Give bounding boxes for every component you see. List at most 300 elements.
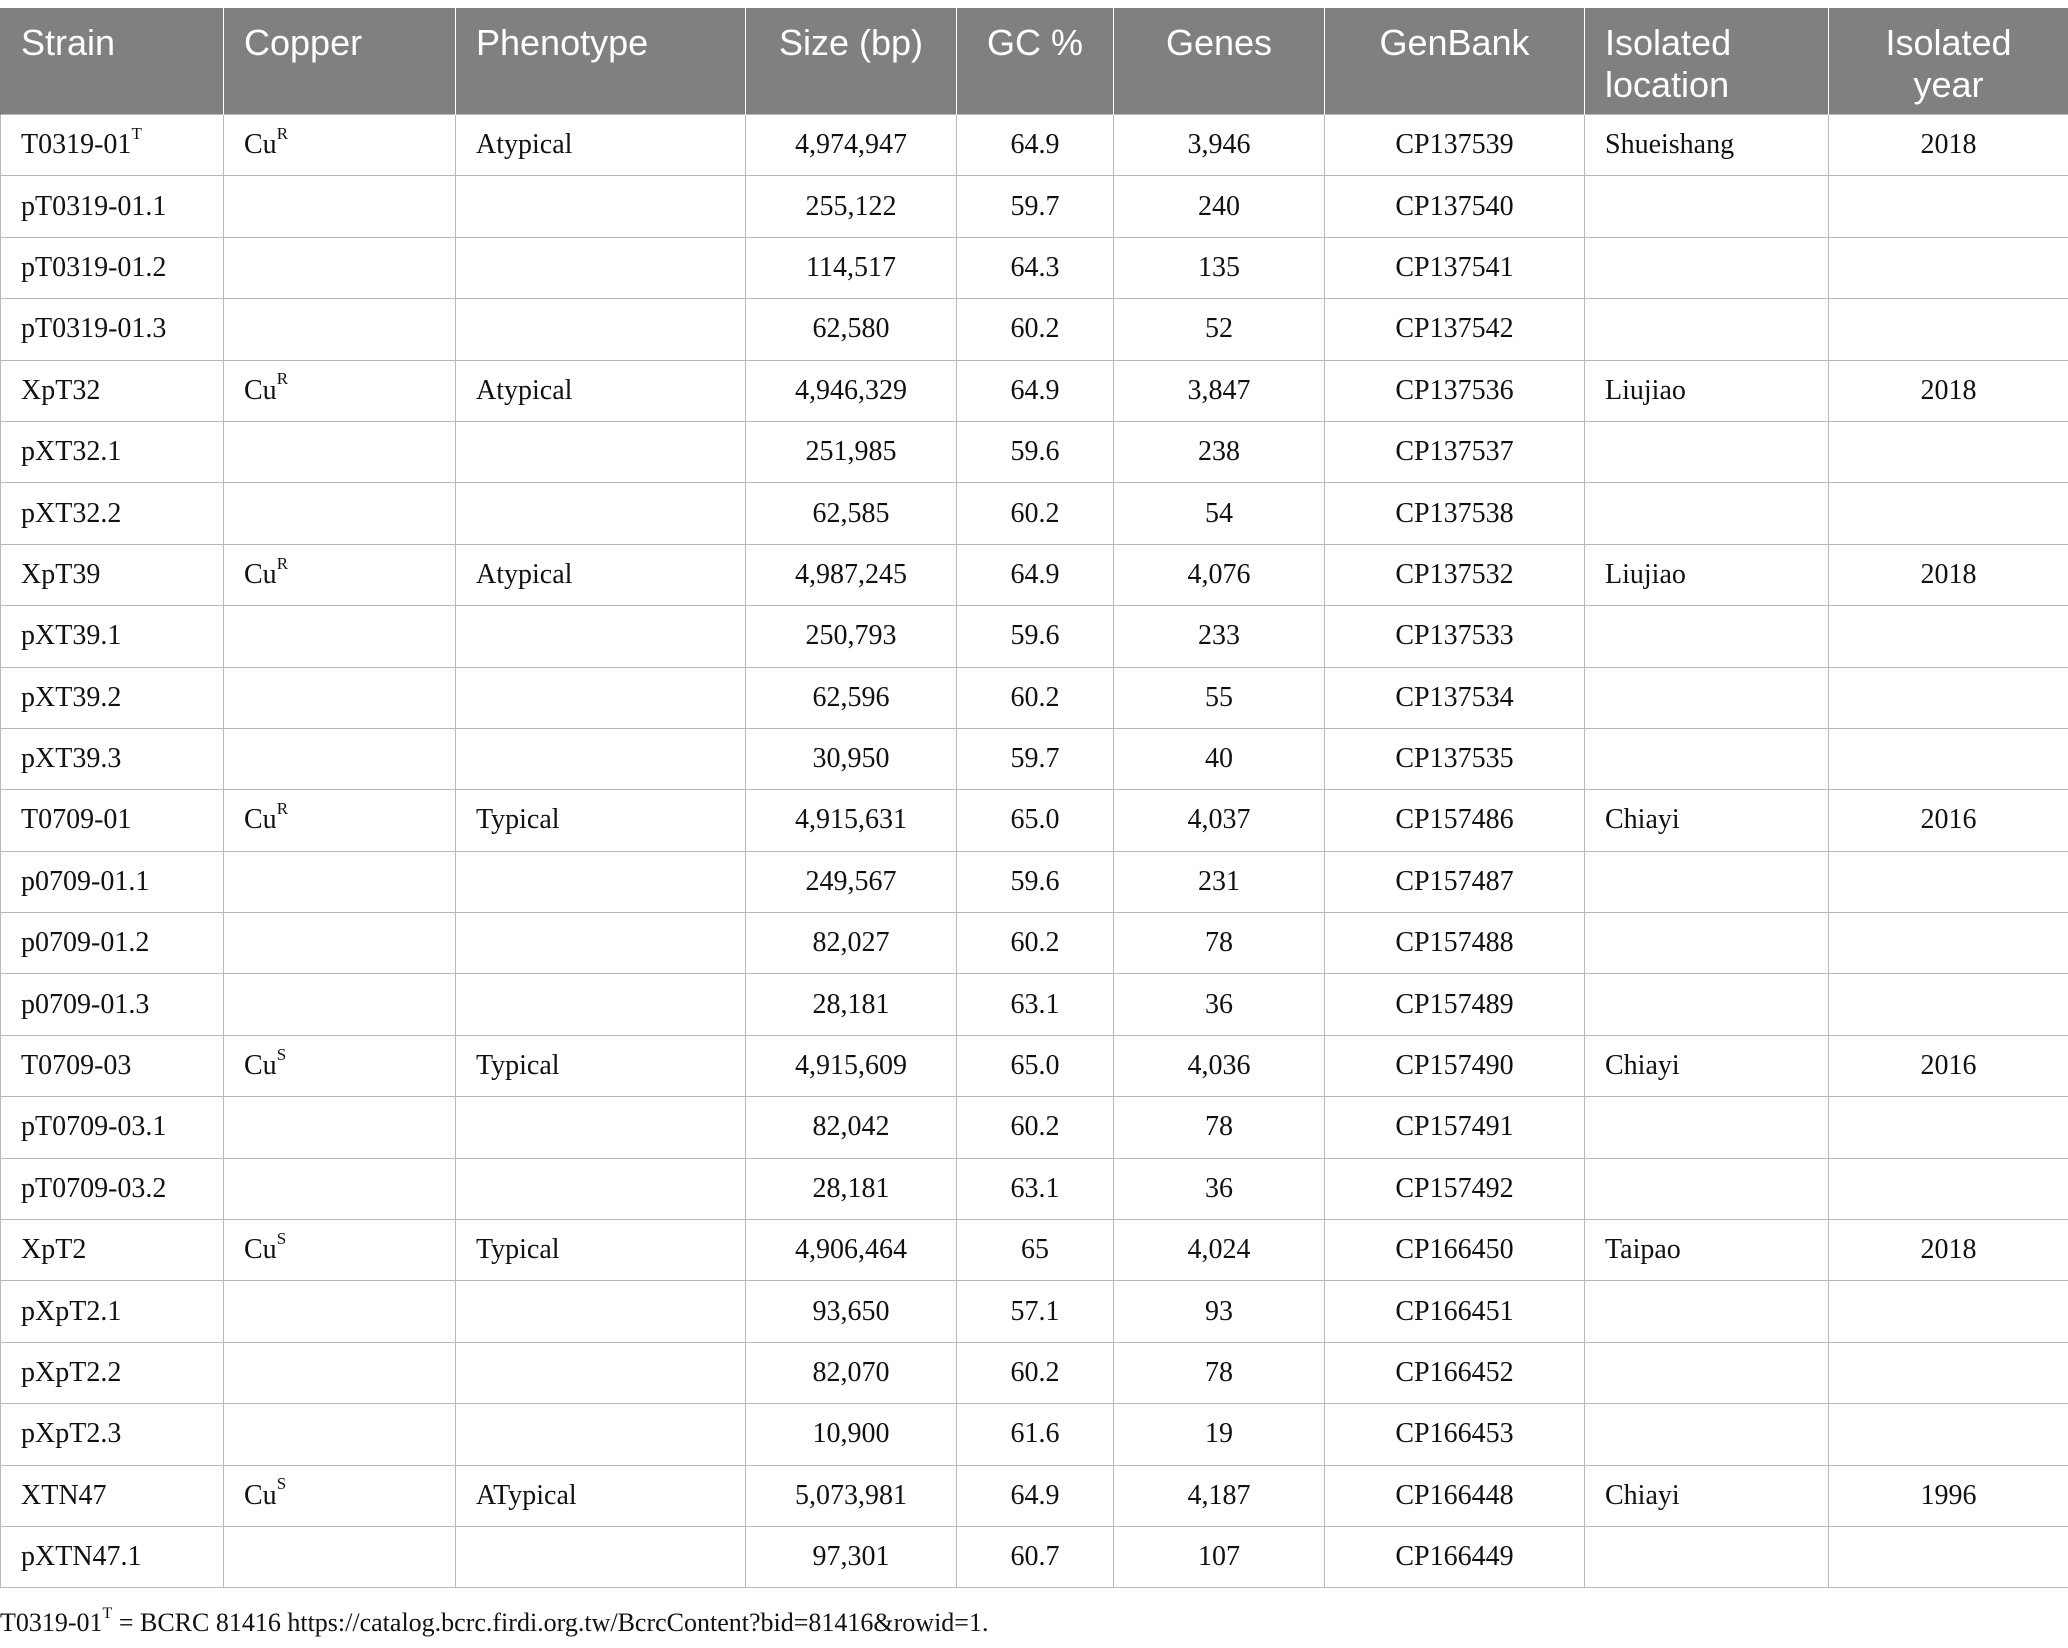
cell-isolated-location-text: Chiayi [1605, 804, 1680, 836]
cell-copper-text: Cu [244, 1479, 277, 1511]
cell-copper [224, 851, 456, 912]
cell-isolated-location [1585, 544, 1829, 605]
header-strain: Strain [1, 8, 224, 115]
cell-gc [957, 1526, 1114, 1587]
cell-genes [1114, 299, 1325, 360]
cell-strain-text: T0319-01 [21, 129, 132, 161]
cell-isolated-year [1829, 667, 2068, 728]
cell-size [746, 115, 957, 176]
cell-isolated-year [1829, 1465, 2068, 1526]
cell-strain-text: p0709-01.1 [21, 865, 150, 897]
cell-strain [1, 1404, 224, 1465]
cell-copper [224, 544, 456, 605]
cell-gc-text: 59.6 [1010, 865, 1060, 897]
cell-size-text: 114,517 [806, 251, 896, 283]
table-row [1, 606, 2068, 667]
cell-copper [224, 913, 456, 974]
table-row [1, 974, 2068, 1035]
cell-isolated-year-text: 2016 [1920, 804, 1977, 836]
header-genes: Genes [1114, 8, 1325, 115]
cell-phenotype [456, 115, 746, 176]
cell-genes [1114, 237, 1325, 298]
cell-copper-text: Cu [244, 1050, 277, 1082]
cell-gc [957, 1404, 1114, 1465]
cell-size [746, 667, 957, 728]
footnote-strain: T0319-01 [0, 1608, 103, 1637]
cell-genbank [1325, 1404, 1585, 1465]
cell-size [746, 606, 957, 667]
cell-isolated-location [1585, 1404, 1829, 1465]
table-body [1, 115, 2068, 1588]
table-row [1, 237, 2068, 298]
cell-genes-text: 36 [1205, 988, 1233, 1020]
table-row [1, 1158, 2068, 1219]
cell-gc-text: 64.9 [1010, 129, 1060, 161]
cell-isolated-year [1829, 237, 2068, 298]
cell-strain [1, 667, 224, 728]
cell-strain-text: XpT32 [21, 374, 101, 406]
cell-strain-text: pXT39.1 [21, 620, 122, 652]
table-row [1, 790, 2068, 851]
cell-isolated-year [1829, 728, 2068, 789]
cell-isolated-year [1829, 299, 2068, 360]
table-row [1, 1097, 2068, 1158]
cell-isolated-year [1829, 1526, 2068, 1587]
cell-gc-text: 64.3 [1010, 251, 1060, 283]
table-row [1, 1342, 2068, 1403]
table-row [1, 851, 2068, 912]
cell-genes-text: 231 [1198, 865, 1240, 897]
table-row [1, 913, 2068, 974]
cell-strain-text: T0709-03 [21, 1050, 132, 1082]
cell-gc-text: 57.1 [1010, 1295, 1060, 1327]
cell-size [746, 974, 957, 1035]
cell-genes [1114, 544, 1325, 605]
cell-genbank [1325, 299, 1585, 360]
cell-size [746, 299, 957, 360]
cell-size-text: 4,915,609 [795, 1050, 907, 1082]
cell-strain [1, 360, 224, 421]
cell-genbank-text: CP137533 [1395, 620, 1514, 652]
cell-genes [1114, 1158, 1325, 1219]
cell-size [746, 237, 957, 298]
cell-copper [224, 606, 456, 667]
cell-strain-text: pT0319-01.1 [21, 190, 167, 222]
cell-genes-text: 19 [1205, 1418, 1233, 1450]
cell-genbank [1325, 1465, 1585, 1526]
cell-size [746, 483, 957, 544]
cell-isolated-year [1829, 1404, 2068, 1465]
cell-gc [957, 913, 1114, 974]
cell-copper [224, 483, 456, 544]
cell-size-text: 250,793 [805, 620, 897, 652]
cell-genes-text: 3,847 [1187, 374, 1251, 406]
cell-genes-text: 4,076 [1187, 558, 1251, 590]
cell-strain-text: pT0709-03.2 [21, 1172, 167, 1204]
cell-isolated-year [1829, 851, 2068, 912]
cell-genbank-text: CP137534 [1395, 681, 1514, 713]
table-row [1, 544, 2068, 605]
cell-genbank-text: CP157488 [1395, 927, 1514, 959]
cell-strain-text: XTN47 [21, 1479, 107, 1511]
cell-size-text: 30,950 [812, 743, 890, 775]
cell-size-text: 62,596 [812, 681, 890, 713]
cell-size [746, 1342, 957, 1403]
cell-genbank-text: CP137537 [1395, 436, 1514, 468]
cell-size-text: 97,301 [812, 1541, 890, 1573]
cell-strain-text: pXT32.1 [21, 436, 122, 468]
cell-genbank-text: CP137541 [1395, 251, 1514, 283]
cell-isolated-year [1829, 913, 2068, 974]
cell-gc [957, 360, 1114, 421]
cell-gc-text: 64.9 [1010, 374, 1060, 406]
cell-gc-text: 60.2 [1010, 313, 1060, 345]
table-row [1, 728, 2068, 789]
cell-size-text: 5,073,981 [795, 1479, 907, 1511]
cell-genbank [1325, 176, 1585, 237]
cell-genes-text: 4,036 [1187, 1050, 1251, 1082]
table-footnote [0, 1605, 989, 1638]
header-gc: GC % [957, 8, 1114, 115]
cell-gc-text: 59.7 [1010, 190, 1060, 222]
cell-genbank-text: CP137535 [1395, 743, 1514, 775]
cell-copper [224, 299, 456, 360]
cell-phenotype [456, 237, 746, 298]
cell-gc-text: 60.2 [1010, 1111, 1060, 1143]
table-row [1, 115, 2068, 176]
cell-genbank [1325, 1526, 1585, 1587]
cell-isolated-year [1829, 483, 2068, 544]
cell-phenotype [456, 1465, 746, 1526]
cell-copper [224, 237, 456, 298]
cell-strain [1, 299, 224, 360]
cell-size-text: 62,585 [812, 497, 890, 529]
cell-isolated-year [1829, 1097, 2068, 1158]
cell-isolated-location [1585, 360, 1829, 421]
cell-genes-text: 55 [1205, 681, 1233, 713]
cell-gc [957, 1220, 1114, 1281]
cell-copper-text: Cu [244, 558, 277, 590]
cell-gc-text: 60.7 [1010, 1541, 1060, 1573]
cell-gc [957, 1158, 1114, 1219]
cell-isolated-location [1585, 1281, 1829, 1342]
cell-phenotype-text: ATypical [476, 1479, 577, 1511]
cell-gc-text: 64.9 [1010, 558, 1060, 590]
cell-size-text: 28,181 [812, 1172, 890, 1204]
cell-size-text: 82,042 [812, 1111, 890, 1143]
cell-isolated-location [1585, 115, 1829, 176]
cell-genes-text: 107 [1198, 1541, 1240, 1573]
cell-copper [224, 115, 456, 176]
cell-genbank [1325, 913, 1585, 974]
cell-isolated-location [1585, 1465, 1829, 1526]
cell-strain-text: pXTN47.1 [21, 1541, 142, 1573]
cell-genbank [1325, 974, 1585, 1035]
cell-genes [1114, 606, 1325, 667]
cell-gc [957, 115, 1114, 176]
cell-isolated-location-text: Shueishang [1605, 129, 1735, 161]
cell-phenotype [456, 299, 746, 360]
cell-strain [1, 483, 224, 544]
cell-size [746, 544, 957, 605]
table-row [1, 1526, 2068, 1587]
cell-gc [957, 1035, 1114, 1096]
cell-isolated-year [1829, 1281, 2068, 1342]
cell-isolated-location [1585, 1097, 1829, 1158]
cell-size-text: 28,181 [812, 988, 890, 1020]
cell-size [746, 1281, 957, 1342]
cell-genbank-text: CP157487 [1395, 865, 1514, 897]
cell-size-text: 251,985 [805, 436, 897, 468]
cell-isolated-location [1585, 913, 1829, 974]
cell-genes-text: 78 [1205, 927, 1233, 959]
cell-copper-text: Cu [244, 374, 277, 406]
cell-phenotype [456, 790, 746, 851]
table-row [1, 421, 2068, 482]
cell-size-text: 249,567 [805, 865, 897, 897]
cell-genbank-text: CP166449 [1395, 1541, 1514, 1573]
table-row [1, 1220, 2068, 1281]
cell-copper [224, 728, 456, 789]
cell-size-text: 4,906,464 [795, 1234, 907, 1266]
cell-genbank [1325, 115, 1585, 176]
cell-size-text: 82,027 [812, 927, 890, 959]
cell-genes [1114, 1465, 1325, 1526]
cell-phenotype [456, 606, 746, 667]
cell-size-text: 4,915,631 [795, 804, 907, 836]
cell-gc [957, 237, 1114, 298]
table-row [1, 176, 2068, 237]
cell-genes [1114, 1404, 1325, 1465]
cell-genbank [1325, 1281, 1585, 1342]
strain-genome-table [0, 8, 2068, 1588]
cell-size [746, 1097, 957, 1158]
cell-isolated-location [1585, 974, 1829, 1035]
cell-genbank-text: CP137532 [1395, 558, 1514, 590]
cell-copper [224, 974, 456, 1035]
cell-size [746, 1404, 957, 1465]
cell-strain-text: p0709-01.3 [21, 988, 150, 1020]
cell-isolated-location [1585, 483, 1829, 544]
cell-copper [224, 667, 456, 728]
cell-genbank-text: CP166448 [1395, 1479, 1514, 1511]
cell-genbank [1325, 1342, 1585, 1403]
cell-strain-text: XpT2 [21, 1234, 87, 1266]
cell-genes-text: 36 [1205, 1172, 1233, 1204]
cell-genes-text: 4,024 [1187, 1234, 1251, 1266]
cell-genes [1114, 667, 1325, 728]
cell-strain [1, 913, 224, 974]
cell-copper-text: Cu [244, 1234, 277, 1266]
cell-isolated-year [1829, 1342, 2068, 1403]
cell-phenotype-text: Typical [476, 1050, 560, 1082]
cell-gc-text: 63.1 [1010, 988, 1060, 1020]
cell-phenotype [456, 1158, 746, 1219]
cell-copper [224, 1404, 456, 1465]
cell-strain [1, 544, 224, 605]
cell-genes [1114, 851, 1325, 912]
cell-gc-text: 65.0 [1010, 804, 1060, 836]
cell-copper-superscript: R [276, 369, 289, 389]
cell-gc [957, 667, 1114, 728]
cell-genbank [1325, 1158, 1585, 1219]
cell-isolated-year-text: 2018 [1920, 1234, 1977, 1266]
cell-strain-text: XpT39 [21, 558, 101, 590]
table-row [1, 1465, 2068, 1526]
cell-gc-text: 63.1 [1010, 1172, 1060, 1204]
cell-isolated-location-text: Chiayi [1605, 1479, 1680, 1511]
header-phenotype: Phenotype [456, 8, 746, 115]
cell-phenotype [456, 1281, 746, 1342]
cell-genbank [1325, 728, 1585, 789]
table-row [1, 667, 2068, 728]
cell-genes [1114, 1097, 1325, 1158]
cell-gc [957, 851, 1114, 912]
cell-phenotype [456, 360, 746, 421]
table-header [1, 8, 2068, 115]
cell-copper-superscript: R [276, 799, 289, 819]
cell-genbank [1325, 360, 1585, 421]
cell-strain [1, 606, 224, 667]
cell-genes-text: 52 [1205, 313, 1233, 345]
cell-strain-text: T0709-01 [21, 804, 132, 836]
cell-isolated-location [1585, 1526, 1829, 1587]
cell-size [746, 1158, 957, 1219]
header-genbank: GenBank [1325, 8, 1585, 115]
cell-size-text: 4,974,947 [795, 129, 907, 161]
cell-copper-text: Cu [244, 804, 277, 836]
cell-gc [957, 1097, 1114, 1158]
cell-gc-text: 65 [1021, 1234, 1049, 1266]
cell-size-text: 4,987,245 [795, 558, 907, 590]
cell-genes-text: 135 [1198, 251, 1240, 283]
cell-copper-superscript: R [276, 553, 289, 573]
cell-isolated-year [1829, 360, 2068, 421]
cell-strain-text: pXpT2.3 [21, 1418, 122, 1450]
cell-genes-text: 93 [1205, 1295, 1233, 1327]
cell-phenotype [456, 974, 746, 1035]
cell-genes-text: 238 [1198, 436, 1240, 468]
cell-genes [1114, 728, 1325, 789]
cell-genbank [1325, 667, 1585, 728]
cell-phenotype-text: Atypical [476, 374, 573, 406]
cell-genes-text: 4,037 [1187, 804, 1251, 836]
cell-copper [224, 1035, 456, 1096]
table-row [1, 1035, 2068, 1096]
cell-gc [957, 1342, 1114, 1403]
table-row [1, 360, 2068, 421]
cell-copper [224, 1097, 456, 1158]
cell-isolated-year-text: 1996 [1920, 1479, 1977, 1511]
cell-genbank [1325, 1035, 1585, 1096]
cell-gc [957, 1465, 1114, 1526]
cell-genes [1114, 1526, 1325, 1587]
table-row [1, 1281, 2068, 1342]
cell-genbank-text: CP166451 [1395, 1295, 1514, 1327]
cell-strain-superscript: T [131, 123, 142, 143]
table-row [1, 483, 2068, 544]
cell-isolated-location [1585, 790, 1829, 851]
cell-strain [1, 1097, 224, 1158]
cell-genbank-text: CP137540 [1395, 190, 1514, 222]
cell-strain-text: p0709-01.2 [21, 927, 150, 959]
cell-copper [224, 1158, 456, 1219]
cell-copper [224, 421, 456, 482]
cell-strain-text: pT0319-01.3 [21, 313, 167, 345]
cell-strain-text: pXpT2.1 [21, 1295, 122, 1327]
cell-genes-text: 233 [1198, 620, 1240, 652]
cell-genes [1114, 1281, 1325, 1342]
cell-isolated-location-text: Chiayi [1605, 1050, 1680, 1082]
cell-gc-text: 60.2 [1010, 497, 1060, 529]
header-isolated-year: Isolated year [1829, 8, 2068, 115]
cell-strain [1, 176, 224, 237]
cell-strain [1, 1281, 224, 1342]
cell-phenotype [456, 667, 746, 728]
cell-isolated-location [1585, 237, 1829, 298]
cell-phenotype [456, 544, 746, 605]
cell-isolated-year [1829, 115, 2068, 176]
data-table-container [0, 8, 2068, 1588]
cell-genes-text: 54 [1205, 497, 1233, 529]
cell-gc-text: 60.2 [1010, 927, 1060, 959]
header-copper: Copper [224, 8, 456, 115]
header-row [1, 8, 2068, 115]
cell-phenotype [456, 176, 746, 237]
cell-genbank-text: CP157486 [1395, 804, 1514, 836]
cell-size [746, 176, 957, 237]
cell-phenotype [456, 421, 746, 482]
cell-isolated-year [1829, 544, 2068, 605]
cell-size [746, 360, 957, 421]
cell-strain [1, 974, 224, 1035]
cell-isolated-year [1829, 1220, 2068, 1281]
cell-phenotype-text: Typical [476, 804, 560, 836]
cell-isolated-year [1829, 1158, 2068, 1219]
cell-genes [1114, 1220, 1325, 1281]
cell-copper-superscript: S [276, 1044, 287, 1064]
cell-copper [224, 1220, 456, 1281]
cell-size [746, 851, 957, 912]
cell-isolated-location-text: Liujiao [1605, 374, 1686, 406]
cell-size [746, 913, 957, 974]
cell-isolated-location [1585, 851, 1829, 912]
cell-genbank-text: CP166452 [1395, 1357, 1514, 1388]
cell-isolated-year [1829, 421, 2068, 482]
cell-genbank-text: CP157491 [1395, 1111, 1514, 1143]
cell-strain [1, 1342, 224, 1403]
cell-gc-text: 65.0 [1010, 1050, 1060, 1082]
cell-genes-text: 3,946 [1187, 129, 1251, 161]
cell-strain [1, 851, 224, 912]
cell-gc [957, 974, 1114, 1035]
cell-size [746, 1220, 957, 1281]
cell-size [746, 728, 957, 789]
cell-copper [224, 1526, 456, 1587]
cell-gc-text: 60.2 [1010, 1357, 1060, 1388]
cell-isolated-location [1585, 728, 1829, 789]
cell-genes [1114, 913, 1325, 974]
cell-gc [957, 176, 1114, 237]
cell-strain-text: pXT39.2 [21, 681, 122, 713]
cell-genes [1114, 974, 1325, 1035]
cell-isolated-location [1585, 176, 1829, 237]
cell-genes-text: 240 [1198, 190, 1240, 222]
cell-copper-text: Cu [244, 129, 277, 161]
cell-size-text: 10,900 [812, 1418, 890, 1450]
cell-genes-text: 4,187 [1187, 1479, 1251, 1511]
cell-strain-text: pXT32.2 [21, 497, 122, 529]
